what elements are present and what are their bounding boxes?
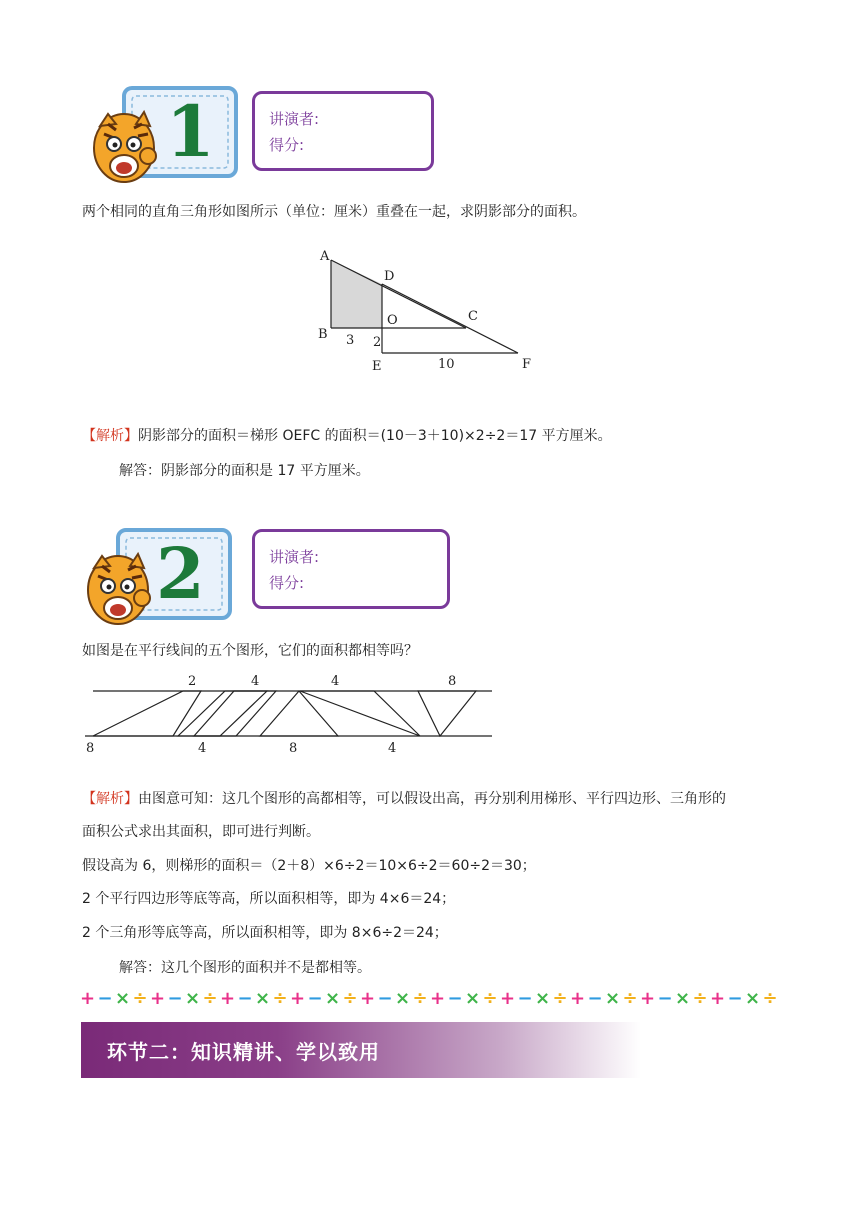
analysis-tag: 【解析】 (82, 428, 138, 444)
bottom-label: 8 (289, 741, 298, 756)
presenter-card-1 (252, 91, 434, 171)
tiger-badge-2 (80, 526, 240, 636)
math-symbol: − (447, 988, 466, 1009)
analysis-text: 由图意可知：这几个图形的高都相等，可以假设出高，再分别利用梯形、平行四边形、三角形的 (138, 791, 726, 807)
math-symbol: ÷ (482, 988, 501, 1009)
math-symbol: − (517, 988, 536, 1009)
presenter-card-2 (252, 529, 450, 609)
problem-number: 2 (156, 532, 205, 615)
math-symbol: − (657, 988, 676, 1009)
math-symbol: − (237, 988, 256, 1009)
math-symbol: + (220, 988, 239, 1009)
math-symbol: ÷ (552, 988, 571, 1009)
score-label: 得分: (269, 574, 305, 592)
analysis-2-line2: 面积公式求出其面积，即可进行判断。 (82, 824, 320, 840)
question-1: 两个相同的直角三角形如图所示（单位：厘米）重叠在一起，求阴影部分的面积。 (82, 204, 586, 220)
presenter-label: 讲演者: (269, 110, 320, 128)
math-symbol: × (745, 988, 764, 1009)
label-F: F (522, 357, 532, 372)
math-symbol: + (500, 988, 519, 1009)
math-symbol: × (395, 988, 414, 1009)
math-symbol: − (727, 988, 746, 1009)
parallel-shapes-figure (80, 668, 500, 760)
label-C: C (468, 309, 478, 324)
math-symbol: ÷ (622, 988, 641, 1009)
bottom-label: 4 (388, 741, 397, 756)
math-symbol: ÷ (412, 988, 431, 1009)
label-D: D (384, 269, 395, 284)
math-symbol: ÷ (342, 988, 361, 1009)
analysis-2-line3: 假设高为 6，则梯形的面积＝（2＋8）×6÷2＝10×6÷2＝60÷2＝30； (82, 858, 536, 874)
tiger-icon (94, 112, 156, 182)
top-label: 2 (188, 674, 197, 689)
bottom-label: 4 (198, 741, 207, 756)
math-symbol: × (185, 988, 204, 1009)
math-symbol: × (535, 988, 554, 1009)
question-2: 如图是在平行线间的五个图形，它们的面积都相等吗？ (82, 643, 418, 659)
math-symbol: ÷ (272, 988, 291, 1009)
math-symbol: + (290, 988, 309, 1009)
label-2: 2 (373, 335, 382, 350)
problem-number: 1 (166, 90, 215, 173)
analysis-2-line1 (82, 789, 726, 809)
tiger-icon (88, 554, 150, 624)
analysis-2-line4: 2 个平行四边形等底等高，所以面积相等，即为 4×6＝24； (82, 891, 456, 907)
math-symbol: + (640, 988, 659, 1009)
label-O: O (387, 313, 398, 328)
math-symbol: + (80, 988, 99, 1009)
math-symbol: × (325, 988, 344, 1009)
label-10: 10 (438, 357, 455, 372)
math-symbol: − (97, 988, 116, 1009)
math-symbol: + (710, 988, 729, 1009)
math-symbol: × (255, 988, 274, 1009)
label-E: E (372, 359, 382, 374)
math-symbol: × (675, 988, 694, 1009)
score-label: 得分: (269, 136, 305, 154)
math-symbol: + (360, 988, 379, 1009)
math-symbol: − (377, 988, 396, 1009)
analysis-text: 阴影部分的面积＝梯形 OEFC 的面积＝(10－3＋10)×2÷2＝17 平方厘米。 (138, 428, 612, 444)
label-A: A (320, 249, 330, 264)
presenter-label: 讲演者: (269, 548, 320, 566)
top-label: 4 (331, 674, 340, 689)
math-symbol: + (570, 988, 589, 1009)
label-3: 3 (346, 333, 355, 348)
math-symbol: + (150, 988, 169, 1009)
math-symbol: − (167, 988, 186, 1009)
math-symbol-divider (80, 988, 780, 1009)
math-symbol: × (465, 988, 484, 1009)
math-symbol: ÷ (692, 988, 711, 1009)
math-symbol: + (430, 988, 449, 1009)
math-symbol: ÷ (762, 988, 781, 1009)
tiger-badge-1 (86, 84, 246, 194)
answer-2: 解答：这几个图形的面积并不是都相等。 (119, 960, 371, 976)
math-symbol: ÷ (132, 988, 151, 1009)
section-banner-title: 环节二：知识精讲、学以致用 (107, 1040, 380, 1064)
math-symbol: × (605, 988, 624, 1009)
top-label: 8 (448, 674, 457, 689)
math-symbol: − (587, 988, 606, 1009)
section-banner (81, 1022, 641, 1078)
bottom-label: 8 (86, 741, 95, 756)
analysis-1 (82, 426, 612, 446)
analysis-tag: 【解析】 (82, 791, 138, 807)
answer-1: 解答：阴影部分的面积是 17 平方厘米。 (119, 463, 370, 479)
label-B: B (318, 327, 328, 342)
math-symbol: ÷ (202, 988, 221, 1009)
analysis-2-line5: 2 个三角形等底等高，所以面积相等，即为 8×6÷2＝24； (82, 925, 448, 941)
math-symbol: × (115, 988, 134, 1009)
math-symbol: − (307, 988, 326, 1009)
top-label: 4 (251, 674, 260, 689)
triangle-figure (300, 244, 550, 378)
